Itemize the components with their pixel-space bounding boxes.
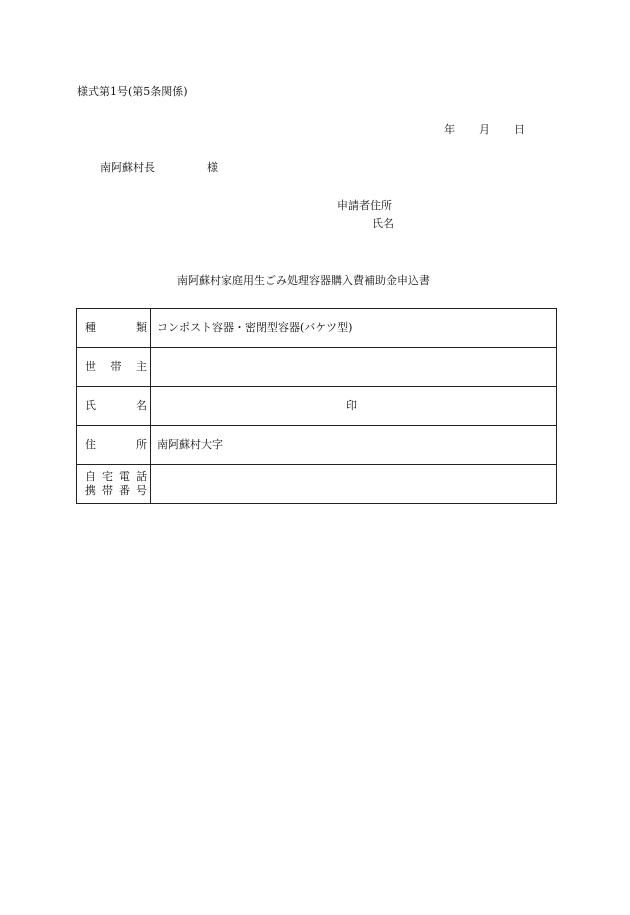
- table-row-householder: [77, 348, 557, 387]
- householder-field[interactable]: [151, 348, 557, 387]
- table-row-type: [77, 309, 557, 348]
- date-day-label: 日: [514, 123, 525, 136]
- seal-mark: 印: [346, 399, 357, 412]
- type-label: 種 類: [77, 309, 151, 348]
- addressee: 南阿蘇村長: [100, 161, 155, 174]
- date-month-label: 月: [479, 123, 490, 136]
- date-year-label: 年: [444, 123, 455, 136]
- type-value: コンポスト容器・密閉型容器(バケツ型): [151, 309, 557, 348]
- address-label: 住 所: [77, 426, 151, 465]
- phone-field[interactable]: [151, 465, 557, 504]
- addressee-honorific: 様: [207, 161, 218, 174]
- table-row-name: [77, 387, 557, 426]
- applicant-address-label: 申請者住所: [337, 199, 392, 212]
- form-number: 様式第1号(第5条関係): [77, 85, 188, 98]
- name-label: 氏 名: [77, 387, 151, 426]
- address-field[interactable]: 南阿蘇村大字: [151, 426, 557, 465]
- document-title: 南阿蘇村家庭用生ごみ処理容器購入費補助金申込書: [177, 274, 430, 287]
- applicant-name-label: 氏名: [372, 217, 394, 230]
- date-line: [444, 123, 525, 137]
- application-form-table: [76, 308, 557, 504]
- table-row-phone: [77, 465, 557, 504]
- householder-label: 世 帯 主: [77, 348, 151, 387]
- phone-label: 自 宅 電 話 携 帯 番 号: [77, 465, 151, 504]
- table-row-address: [77, 426, 557, 465]
- name-field[interactable]: [151, 387, 557, 426]
